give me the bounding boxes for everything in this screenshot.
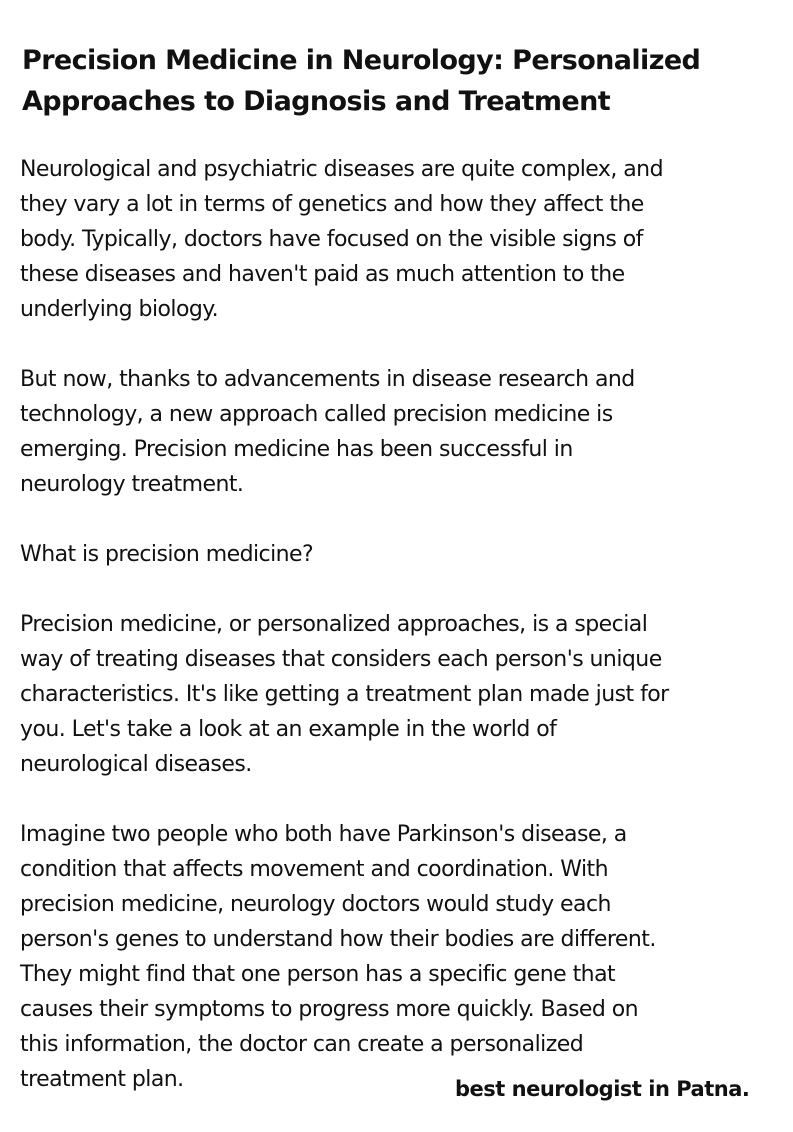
paragraph-intro: Neurological and psychiatric diseases are quite complex, and they vary a lot in terms of genetics and how they affect the body. Typically, doctors have focused on the visible signs of these diseases and haven't paid as much attention to the underlying biology.	[20, 157, 663, 322]
paragraph-example: Imagine two people who both have Parkinson's disease, a condition that affects movement and coordination. With precision medicine, neurology doctors would study each person's genes to understand how their bodies are different. They might find that one person has a specific gene that causes their symptoms to progress more quickly. Based on this information, the doctor can create a personalized treatment plan.	[20, 822, 656, 1092]
document-title: Precision Medicine in Neurology: Personalized Approaches to Diagnosis and Treatment	[22, 45, 701, 117]
section-question: What is precision medicine?	[20, 542, 314, 567]
footer-tagline: best neurologist in Patna.	[455, 1077, 750, 1101]
paragraph-advancements: But now, thanks to advancements in disease research and technology, a new approach called precision medicine is emerging. Precision medicine has been successful in neurology treatment.	[20, 367, 635, 497]
paragraph-definition: Precision medicine, or personalized approaches, is a special way of treating diseases that considers each person's unique characteristics. It's like getting a treatment plan made just for you. Let's take a look at an example in the world of neurological diseases.	[20, 612, 669, 777]
document-body	[20, 152, 780, 1132]
